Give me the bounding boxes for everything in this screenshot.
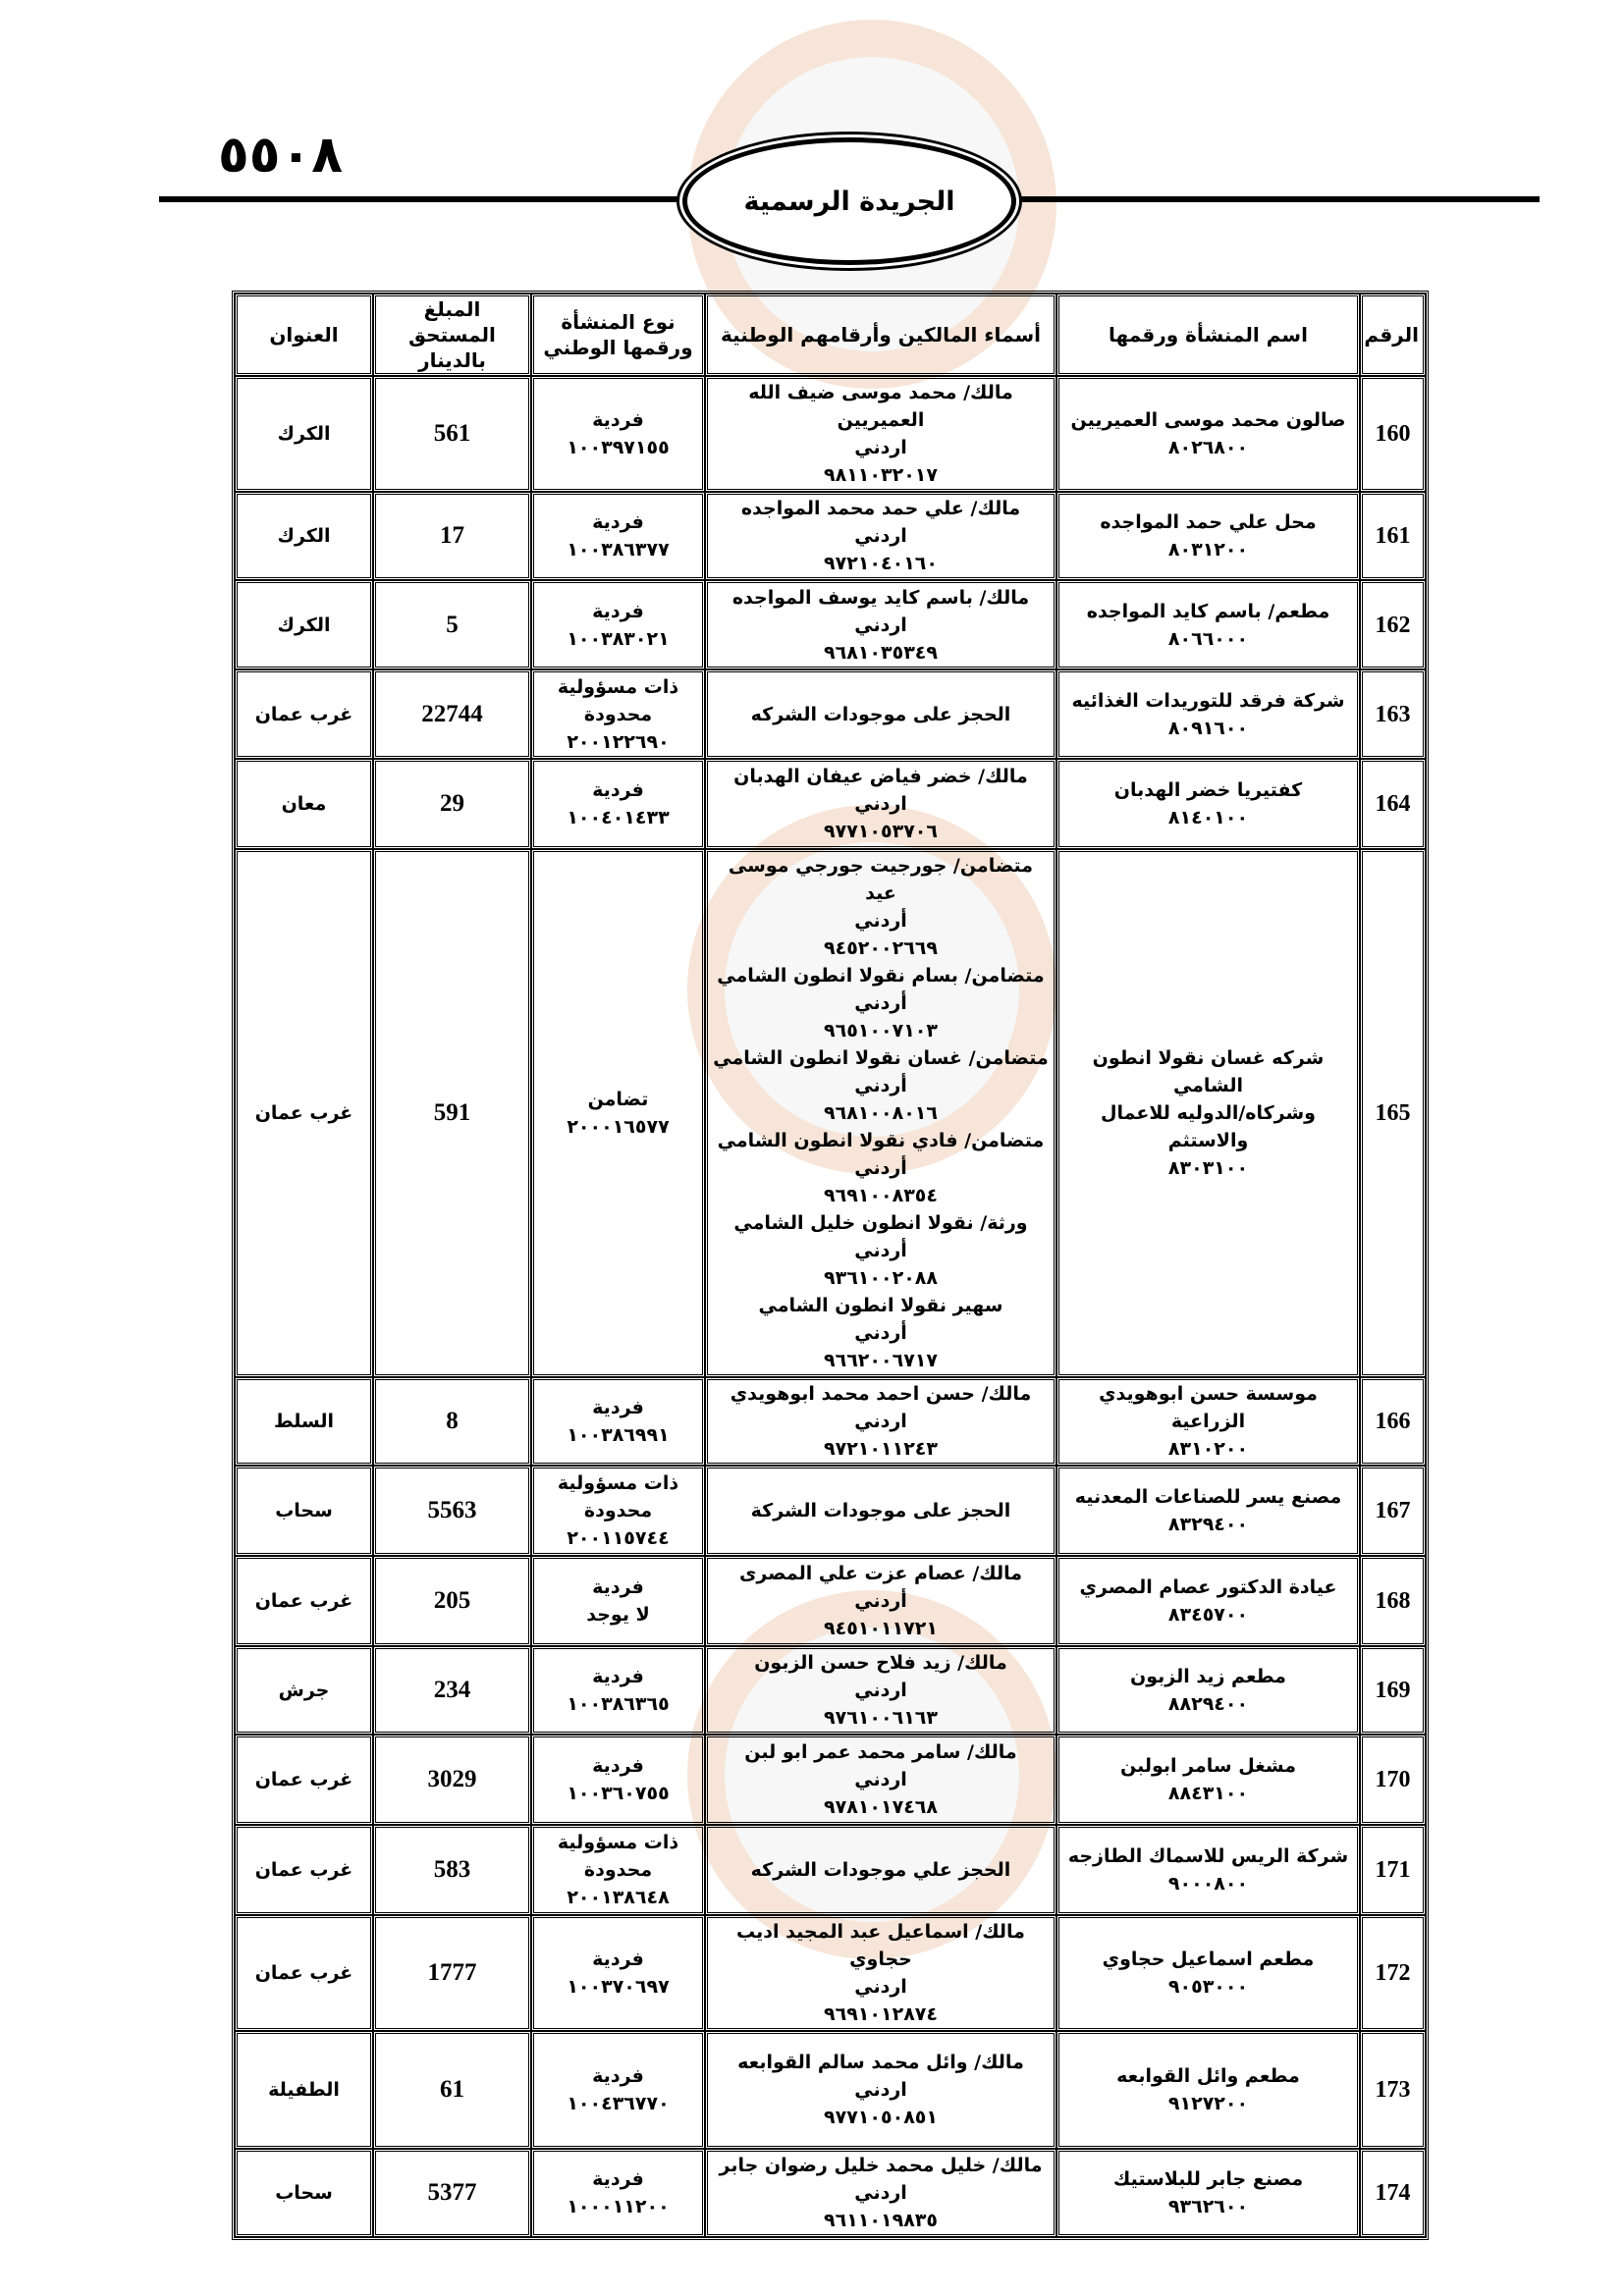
col-header-establishment: اسم المنشأة ورقمها (1056, 294, 1360, 376)
establishment-type-line: محدودة (583, 1859, 653, 1881)
row-number: 161 (1360, 492, 1426, 580)
establishment-name (1056, 1466, 1360, 1556)
row-number: 170 (1360, 1735, 1426, 1825)
establishment-name-line: كفتيريا خضر الهدبان (1113, 779, 1303, 801)
establishment-name (1056, 492, 1360, 580)
address: السلط (235, 1377, 373, 1466)
owners-list-line: اردني (854, 2182, 907, 2204)
establishment-type-line: فردية (592, 1755, 644, 1777)
owners-list-line: مالك/ علي حمد محمد المواجده (740, 498, 1021, 519)
establishment-type-line: ١٠٠٤٣٦٧٧٠ (567, 2093, 670, 2114)
row-number: 174 (1360, 2149, 1426, 2237)
table-row (235, 759, 1426, 849)
establishment-type (531, 2149, 705, 2237)
establishment-type-line: ١٠٠٠١١٢٠٠ (567, 2196, 670, 2217)
owners-list-line: ٩٤٥١٠١١٧٢١ (824, 1618, 938, 1639)
table-row (235, 1556, 1426, 1646)
amount-due: 17 (373, 492, 531, 580)
establishment-type (531, 669, 705, 759)
establishment-name-line: ٨٨٢٩٤٠٠ (1167, 1693, 1249, 1715)
owners-list (705, 1556, 1056, 1646)
establishment-type-line: ٢٠٠١٣٨٦٤٨ (567, 1887, 670, 1908)
establishment-name (1056, 376, 1360, 492)
table-row (235, 376, 1426, 492)
address: سحاب (235, 2149, 373, 2237)
owners-list-line: مالك/ باسم كايد يوسف المواجده (731, 586, 1030, 609)
col-header-amount: المبلغ المستحق بالدينار (373, 294, 531, 376)
establishment-name-line: مصنع يسر للصناعات المعدنيه (1074, 1486, 1342, 1508)
row-number: 168 (1360, 1556, 1426, 1646)
row-number: 162 (1360, 580, 1426, 669)
establishment-type (531, 1466, 705, 1556)
establishment-type (531, 1646, 705, 1735)
table-row (235, 2149, 1426, 2237)
establishment-name-line: موسسة حسن ابوهويدي الزراعية (1099, 1383, 1318, 1432)
establishment-name-line: صالون محمد موسى العميريين (1070, 409, 1346, 431)
establishment-type (531, 1556, 705, 1646)
owners-list-line: أردني (854, 1157, 907, 1179)
owners-list-line: متضامن/ جورجيت جورجي موسى عيد (728, 855, 1034, 904)
establishment-name-line: ٨٠٩١٦٠٠ (1167, 717, 1249, 739)
owners-list-line: سهير نقولا انطون الشامي (758, 1295, 1003, 1316)
gazette-title: الجريدة الرسمية (743, 186, 955, 217)
address: غرب عمان (235, 669, 373, 759)
establishment-name-line: ٩٣٦٢٦٠٠ (1167, 2196, 1249, 2217)
establishment-name (1056, 759, 1360, 849)
establishment-name-line: مطعم اسماعيل حجاوي (1102, 1949, 1315, 1970)
col-header-number: الرقم (1360, 294, 1426, 376)
establishment-name-line: مطعم/ باسم كايد المواجده (1086, 600, 1330, 622)
owners-list (705, 669, 1056, 759)
establishment-type (531, 849, 705, 1377)
amount-due: 1777 (373, 1915, 531, 2031)
owners-list (705, 1825, 1056, 1915)
row-number: 169 (1360, 1646, 1426, 1735)
owners-list-line: مالك/ محمد موسى ضيف الله العميريين (748, 382, 1013, 431)
table-row (235, 2031, 1426, 2149)
establishment-name (1056, 1556, 1360, 1646)
owners-list (705, 580, 1056, 669)
registry-table (232, 291, 1429, 2240)
row-number: 166 (1360, 1377, 1426, 1466)
row-number: 160 (1360, 376, 1426, 492)
establishment-name-line: مطعم وائل القوابعه (1116, 2065, 1300, 2087)
owners-list-line: ٩٦٦٢٠٠٦٧١٧ (824, 1350, 938, 1371)
owners-list-line: مالك/ اسماعيل عبد المجيد اديب حجاوي (736, 1921, 1025, 1970)
owners-list-line: اردني (854, 525, 907, 547)
col-header-type: نوع المنشأة ورقمها الوطني (531, 294, 705, 376)
establishment-name-line: ٩٠٥٣٠٠٠ (1167, 1976, 1249, 1998)
owners-list-line: أردني (854, 1590, 907, 1612)
owners-list-line: ٩٧٢١٠٤٠١٦٠ (824, 553, 938, 574)
row-number: 164 (1360, 759, 1426, 849)
owners-list-line: أردني (854, 992, 907, 1014)
establishment-type (531, 1735, 705, 1825)
owners-list-line: اردني (854, 1680, 907, 1701)
establishment-type (531, 2031, 705, 2149)
page-number: ٥٥٠٨ (218, 126, 343, 185)
table-row (235, 1735, 1426, 1825)
establishment-name (1056, 1377, 1360, 1466)
amount-due: 5 (373, 580, 531, 669)
owners-list-line: متضامن/ فادي نقولا انطون الشامي (717, 1130, 1045, 1151)
establishment-type-line: فردية (592, 2065, 644, 2087)
owners-list-line: أردني (854, 910, 907, 932)
address: معان (235, 759, 373, 849)
table-row (235, 1377, 1426, 1466)
table-row (235, 669, 1426, 759)
owners-list-line: مالك/ وائل محمد سالم القوابعه (737, 2052, 1024, 2073)
establishment-type (531, 1915, 705, 2031)
establishment-type-line: ١٠٠٣٨٦٣٦٥ (567, 1693, 670, 1715)
address: غرب عمان (235, 1825, 373, 1915)
row-number: 167 (1360, 1466, 1426, 1556)
establishment-name (1056, 1825, 1360, 1915)
owners-list-line: ٩٧٨١٠١٧٤٦٨ (824, 1796, 938, 1818)
owners-list-line: ٩٦٨١٠٣٥٣٤٩ (824, 641, 938, 664)
table-row (235, 1646, 1426, 1735)
owners-list-line: أردني (854, 1322, 907, 1344)
amount-due: 561 (373, 376, 531, 492)
owners-list-line: متضامن/ بسام نقولا انطون الشامي (717, 965, 1045, 987)
owners-list-line: الحجز علي موجودات الشركه (750, 1859, 1011, 1881)
establishment-type (531, 492, 705, 580)
owners-list-line: مالك/ عصام عزت علي المصرى (738, 1563, 1023, 1584)
owners-list-line: ٩٤٥٢٠٠٢٦٦٩ (824, 937, 938, 959)
owners-list-line: اردني (854, 437, 907, 458)
establishment-type-line: فردية (592, 600, 644, 622)
establishment-name-line: ٨٣١٠٢٠٠ (1167, 1438, 1249, 1460)
row-number: 165 (1360, 849, 1426, 1377)
col-header-owners: أسماء المالكين وأرقامهم الوطنية (705, 294, 1056, 376)
establishment-type-line: ١٠٠٣٨٣٠٢١ (567, 627, 670, 650)
owners-list (705, 849, 1056, 1377)
establishment-type (531, 580, 705, 669)
establishment-name-line: مطعم زيد الزبون (1130, 1666, 1286, 1687)
owners-list-line: اردني (854, 1976, 907, 1998)
owners-list-line: مالك/ حسن احمد محمد ابوهويدي (730, 1383, 1032, 1405)
amount-due: 3029 (373, 1735, 531, 1825)
address: الكرك (235, 376, 373, 492)
establishment-type-line: ٢٠٠١٢٢٦٩٠ (567, 730, 670, 753)
owners-list-line: اردني (854, 1411, 907, 1432)
address: الكرك (235, 580, 373, 669)
owners-list (705, 759, 1056, 849)
establishment-name-line: ٩٠٠٠٨٠٠ (1167, 1873, 1249, 1895)
establishment-type-line: ١٠٠٣٦٠٧٥٥ (567, 1783, 670, 1804)
table-row (235, 492, 1426, 580)
gazette-title-oval (682, 137, 1016, 265)
table-header-row (235, 294, 1426, 376)
establishment-name-line: ٩١٢٧٢٠٠ (1167, 2093, 1249, 2114)
establishment-name-line: عيادة الدكتور عصام المصري (1079, 1576, 1337, 1598)
amount-due: 591 (373, 849, 531, 1377)
owners-list-line: اردني (854, 2079, 907, 2101)
establishment-type-line: محدودة (583, 1500, 653, 1522)
establishment-type-line: ١٠٠٣٩٧١٥٥ (567, 437, 670, 458)
establishment-type-line: ذات مسؤولية (557, 1832, 679, 1853)
address: غرب عمان (235, 849, 373, 1377)
establishment-name-line: ٨١٤٠١٠٠ (1167, 807, 1249, 828)
address: سحاب (235, 1466, 373, 1556)
table-row (235, 849, 1426, 1377)
establishment-name-line: ٨٠٦٦٠٠٠ (1167, 627, 1249, 650)
table-row (235, 1825, 1426, 1915)
row-number: 163 (1360, 669, 1426, 759)
establishment-name (1056, 2031, 1360, 2149)
establishment-name-line: مشغل سامر ابولبن (1120, 1755, 1296, 1777)
owners-list-line: ٩٣٦١٠٠٢٠٨٨ (824, 1267, 938, 1289)
establishment-type-line: ١٠٠٣٨٦٣٧٧ (567, 539, 670, 561)
establishment-type-line: فردية (592, 779, 644, 801)
establishment-name-line: شركة الريس للاسماك الطازجه (1067, 1845, 1349, 1867)
address: غرب عمان (235, 1556, 373, 1646)
owners-list-line: أردني (854, 1240, 907, 1261)
establishment-name-line: ٨٠٢٦٨٠٠ (1167, 437, 1249, 458)
col-header-address: العنوان (235, 294, 373, 376)
row-number: 172 (1360, 1915, 1426, 2031)
address: الكرك (235, 492, 373, 580)
owners-list (705, 492, 1056, 580)
address: الطفيلة (235, 2031, 373, 2149)
establishment-type (531, 1377, 705, 1466)
amount-due: 5563 (373, 1466, 531, 1556)
table-row (235, 1466, 1426, 1556)
owners-list-line: مالك/ سامر محمد عمر ابو لبن (744, 1741, 1017, 1763)
establishment-type-line: فردية (592, 1397, 644, 1418)
owners-list-line: ٩٦٩١٠٠٨٣٥٤ (824, 1185, 938, 1206)
address: جرش (235, 1646, 373, 1735)
amount-due: 234 (373, 1646, 531, 1735)
owners-list-line: ٩٦١١٠١٩٨٣٥ (824, 2210, 938, 2231)
owners-list-line: مالك/ زيد فلاح حسن الزبون (754, 1652, 1007, 1674)
establishment-type-line: لا يوجد (586, 1604, 650, 1626)
owners-list-line: ٩٦٥١٠٠٧١٠٣ (824, 1020, 938, 1041)
amount-due: 205 (373, 1556, 531, 1646)
establishment-name-line: محل علي حمد المواجده (1100, 511, 1317, 533)
establishment-name (1056, 1735, 1360, 1825)
owners-list-line: ٩٦٨١٠٠٨٠١٦ (824, 1102, 938, 1124)
owners-list-line: أردني (854, 1075, 907, 1096)
amount-due: 8 (373, 1377, 531, 1466)
owners-list-line: ٩٨١١٠٣٢٠١٧ (824, 464, 938, 486)
establishment-name (1056, 1915, 1360, 2031)
establishment-type (531, 376, 705, 492)
address: غرب عمان (235, 1735, 373, 1825)
establishment-type-line: فردية (592, 409, 644, 431)
owners-list-line: ٩٧٢١٠١١٢٤٣ (824, 1438, 938, 1460)
owners-list-line: ٩٧٧١٠٥٠٨٥١ (824, 2107, 938, 2128)
establishment-name (1056, 580, 1360, 669)
establishment-name-line: ٨٣٠٣١٠٠ (1167, 1157, 1249, 1179)
establishment-name-line: ٨٣٢٩٤٠٠ (1167, 1514, 1249, 1535)
owners-list (705, 1646, 1056, 1735)
owners-list-line: مالك/ خليل محمد خليل رضوان جابر (719, 2155, 1043, 2176)
row-number: 171 (1360, 1825, 1426, 1915)
establishment-type-line: فردية (592, 511, 644, 533)
establishment-type-line: فردية (592, 1576, 644, 1598)
owners-list (705, 2031, 1056, 2149)
establishment-name-line: ٨٣٤٥٧٠٠ (1167, 1604, 1249, 1626)
owners-list-line: ٩٦٩١٠١٢٨٧٤ (824, 2003, 938, 2025)
establishment-name (1056, 2149, 1360, 2237)
establishment-name-line: شركه غسان نقولا انطون الشامي (1092, 1047, 1325, 1096)
owners-list (705, 1377, 1056, 1466)
owners-list (705, 376, 1056, 492)
establishment-type-line: ١٠٠٤٠١٤٣٣ (567, 807, 670, 828)
establishment-type-line: فردية (592, 1949, 644, 1970)
owners-list (705, 1915, 1056, 2031)
establishment-type-line: ١٠٠٣٧٠٦٩٧ (567, 1976, 670, 1998)
establishment-name (1056, 849, 1360, 1377)
owners-list-line: ٩٧٧١٠٥٣٧٠٦ (824, 821, 938, 842)
row-number: 173 (1360, 2031, 1426, 2149)
establishment-name-line: ٨٨٤٣١٠٠ (1167, 1783, 1249, 1804)
establishment-type-line: محدودة (583, 703, 653, 725)
amount-due: 5377 (373, 2149, 531, 2237)
owners-list (705, 1466, 1056, 1556)
amount-due: 29 (373, 759, 531, 849)
owners-list-line: متضامن/ غسان نقولا انطون الشامي (713, 1047, 1049, 1069)
establishment-type-line: فردية (592, 1666, 644, 1687)
establishment-type-line: تضامن (587, 1089, 649, 1110)
establishment-name (1056, 1646, 1360, 1735)
establishment-name-line: وشركاه/الدوليه للاعمال والاستثم (1100, 1102, 1316, 1151)
establishment-type (531, 759, 705, 849)
owners-list-line: الحجز على موجودات الشركه (750, 703, 1011, 725)
amount-due: 22744 (373, 669, 531, 759)
establishment-type-line: ٢٠٠٠١٦٥٧٧ (567, 1116, 670, 1138)
owners-list-line: ورثة/ نقولا انطون خليل الشامي (733, 1212, 1028, 1234)
table-row (235, 1915, 1426, 2031)
address: غرب عمان (235, 1915, 373, 2031)
owners-list (705, 1735, 1056, 1825)
establishment-type-line: ٢٠٠١١٥٧٤٤ (567, 1527, 670, 1549)
establishment-name-line: شركة فرقد للتوريدات الغذائيه (1071, 689, 1345, 712)
owners-list (705, 2149, 1056, 2237)
establishment-type-line: ذات مسؤولية (557, 1472, 679, 1494)
owners-list-line: مالك/ خضر فياض عيفان الهدبان (733, 766, 1028, 787)
establishment-name-line: ٨٠٣١٢٠٠ (1167, 539, 1249, 561)
amount-due: 61 (373, 2031, 531, 2149)
establishment-name-line: مصنع جابر للبلاستيك (1112, 2168, 1304, 2190)
owners-list-line: اردني (854, 793, 907, 815)
owners-list-line: ٩٧٦١٠٠٦١٦٣ (824, 1707, 938, 1729)
owners-list-line: اردني (854, 614, 907, 636)
establishment-name (1056, 669, 1360, 759)
establishment-type-line: ذات مسؤولية (557, 675, 679, 698)
owners-list-line: اردني (854, 1769, 907, 1790)
establishment-type-line: ١٠٠٣٨٦٩٩١ (567, 1424, 670, 1446)
amount-due: 583 (373, 1825, 531, 1915)
table-row (235, 580, 1426, 669)
establishment-type (531, 1825, 705, 1915)
establishment-type-line: فردية (592, 2168, 644, 2190)
owners-list-line: الحجز على موجودات الشركة (750, 1500, 1011, 1522)
